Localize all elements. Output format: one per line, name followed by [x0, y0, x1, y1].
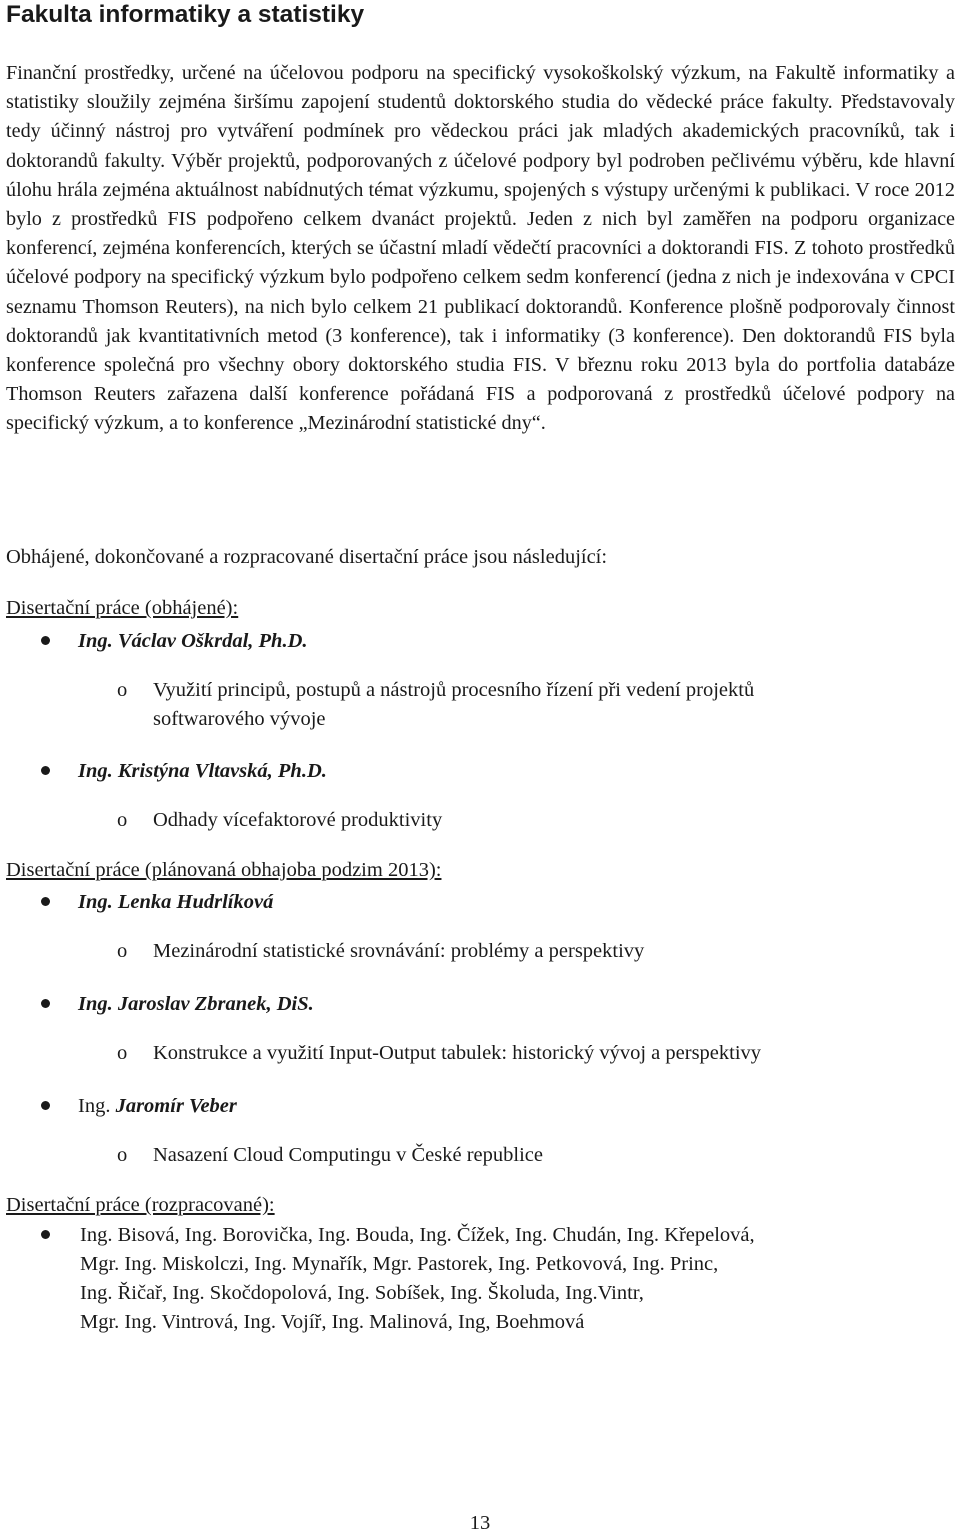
- thesis-topic: Mezinárodní statistické srovnávání: problémy a perspektivy: [153, 940, 645, 962]
- sub-bullet-icon: o: [117, 940, 128, 962]
- thesis-topic: Nasazení Cloud Computingu v České republice: [153, 1144, 543, 1166]
- bullet-icon: [41, 1101, 50, 1110]
- student-list-line: Mgr. Ing. Vintrová, Ing. Vojíř, Ing. Malinová, Ing, Boehmová: [80, 1311, 585, 1333]
- student-name: [78, 1092, 237, 1120]
- bullet-icon: [41, 766, 50, 775]
- thesis-topic: Využití principů, postupů a nástrojů procesního řízení při vedení projektů: [153, 679, 755, 701]
- student-name: Ing. Jaroslav Zbranek, DiS.: [78, 993, 314, 1015]
- page-number: 13: [469, 1512, 491, 1534]
- bullet-icon: [41, 1230, 50, 1239]
- bullet-icon: [41, 636, 50, 645]
- sub-bullet-icon: o: [117, 809, 128, 831]
- student-list-line: Ing. Řičař, Ing. Skočdopolová, Ing. Sobíšek, Ing. Školuda, Ing.Vintr,: [80, 1282, 644, 1304]
- bullet-icon: [41, 999, 50, 1008]
- bullet-icon: [41, 897, 50, 906]
- student-name-prefix: Ing.: [78, 1095, 111, 1117]
- student-list-line: Mgr. Ing. Miskolczi, Ing. Mynařík, Mgr. Pastorek, Ing. Petkovová, Ing. Princ,: [80, 1253, 719, 1275]
- sub-bullet-icon: o: [117, 679, 128, 701]
- list-intro: Obhájené, dokončované a rozpracované disertační práce jsou následující:: [6, 546, 608, 568]
- student-name-rest: Jaromír Veber: [115, 1095, 237, 1117]
- student-list-line: Ing. Bisová, Ing. Borovička, Ing. Bouda, Ing. Čížek, Ing. Chudán, Ing. Křepelová,: [80, 1224, 755, 1246]
- section-heading-in-progress: Disertační práce (rozpracované):: [6, 1194, 275, 1216]
- section-heading-planned: Disertační práce (plánovaná obhajoba podzim 2013):: [6, 859, 442, 881]
- student-name: Ing. Václav Oškrdal, Ph.D.: [78, 630, 308, 652]
- section-heading-defended: Disertační práce (obhájené):: [6, 597, 239, 619]
- page-heading: Fakulta informatiky a statistiky: [6, 1, 365, 28]
- sub-bullet-icon: o: [117, 1144, 128, 1166]
- thesis-topic: Odhady vícefaktorové produktivity: [153, 809, 443, 831]
- student-name: Ing. Lenka Hudrlíková: [78, 891, 274, 913]
- intro-paragraph: Finanční prostředky, určené na účelovou podporu na specifický vysokoškolský výzkum, na Fakultě informatiky a statistiky sloužily zejména širšímu zapojení studentů doktorského studia do vědecké práce fakulty. Představovaly tedy účinný nástroj pro vytváření podmínek pro vědeckou práci jak mladých akademických pracovníků, tak i doktorandů fakulty. Výběr projektů, podporovaných z účelové podpory byl podroben pečlivému výběru, kde hlavní úlohu hrála zejména aktuálnost nabídnutých témat výzkumu, spojených s výstupy určenými k publikaci. V roce 2012 bylo z prostředků FIS podpořeno celkem dvanáct projektů. Jeden z nich byl zaměřen na podporu organizace konferencí, zejména konferencích, kterých se účastní mladí vědečtí pracovníci a doktorandi FIS. Z tohoto prostředků účelové podpory na specifický výzkum bylo podpořeno celkem sedm konferencí (jedna z nich je indexována v CPCI seznamu Thomson Reuters), na nich bylo celkem 21 publikací doktorandů. Konference plošně podporovaly činnost doktorandů jak kvantitativních metod (3 konference), tak i informatiky (3 konference). Den doktorandů FIS byla konference společná pro všechny obory doktorského studia FIS. V březnu roku 2013 byla do portfolia databáze Thomson Reuters zařazena další konference pořádaná FIS a podporovaná z prostředků účelové podpory na specifický výzkum, a to konference „Mezinárodní statistické dny“.: [6, 62, 955, 435]
- student-name: Ing. Kristýna Vltavská, Ph.D.: [78, 760, 327, 782]
- thesis-topic-continued: softwarového vývoje: [153, 708, 326, 730]
- sub-bullet-icon: o: [117, 1042, 128, 1064]
- thesis-topic: Konstrukce a využití Input-Output tabulek: historický vývoj a perspektivy: [153, 1042, 762, 1064]
